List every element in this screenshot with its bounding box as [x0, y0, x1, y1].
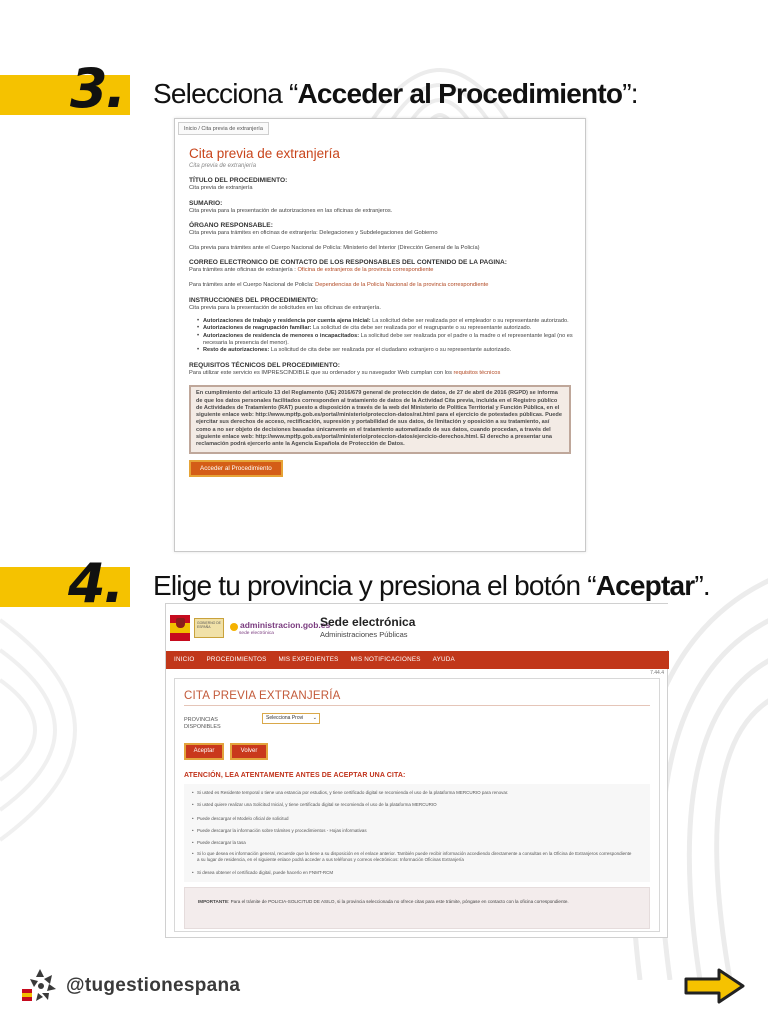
- aceptar-button[interactable]: Aceptar: [184, 743, 224, 760]
- title-divider: [184, 705, 650, 706]
- instrucciones-text: Cita previa para la presentación de solicitudes en las oficinas de extranjería.: [189, 304, 381, 311]
- atencion-heading: ATENCIÓN, LEA ATENTAMENTE ANTES DE ACEPTAR UNA CITA:: [184, 772, 406, 779]
- page-subtitle: Cita previa de extranjería: [189, 163, 257, 169]
- gobierno-logo: GOBIERNO DE ESPAÑA: [194, 618, 224, 638]
- important-notice: [184, 887, 650, 929]
- titulo-label: TÍTULO DEL PROCEDIMIENTO:: [189, 177, 288, 184]
- notice-list: [184, 784, 650, 882]
- nav-item-mis-expedientes[interactable]: MIS EXPEDIENTES: [278, 656, 339, 663]
- coat-of-arms-icon: [176, 618, 185, 628]
- list-item: • Autorizaciones de residencia de menores o incapacitados: La solicitud debe ser realizada por el padre o la madre o el representante legal (no es necesaria la presencia del menor).: [197, 333, 575, 348]
- requisitos-tecnicos-link[interactable]: requisitos técnicos: [453, 369, 501, 376]
- oficina-extranjeros-link[interactable]: Oficina de extranjeros de la provincia correspondiente: [297, 267, 434, 274]
- screenshot-cita-previa-info: [174, 118, 586, 552]
- list-item: • Resto de autorizaciones: La solicitud de cita debe ser realizada por el ciudadano extranjero o su representante autorizado.: [197, 347, 575, 354]
- organo-label: ÓRGANO RESPONSABLE:: [189, 222, 273, 230]
- fingerprint-decoration-left: [0, 600, 160, 860]
- instrucciones-list: [197, 318, 575, 354]
- important-text: IMPORTANTE: Para el trámite de POLICIA-SOLICITUD DE ASILO, si la provincia seleccionada no ofrece citas para este trámite, póngase en contacto con la oficina correspondiente.: [198, 899, 569, 904]
- step4-title: Elige tu provincia y presiona el botón “Aceptar”.: [153, 570, 710, 601]
- breadcrumb[interactable]: Inicio / Cita previa de extranjería: [178, 122, 269, 135]
- step4-number: 4.: [68, 552, 123, 615]
- step3-number: 3.: [70, 57, 125, 120]
- administracion-logo-icon: [230, 623, 238, 631]
- list-item: • Si usted quiere realizar una Solicitud Inicial, y tiene certificado digital se recomienda el uso de la plataforma MERCURIO: [192, 802, 632, 808]
- list-item: • Si usted es Residente temporal o tiene una estancia por estudios, y tiene certificado digital se recomienda el uso de la plataforma MERCURIO para renovar.: [192, 790, 632, 796]
- screenshot-cita-previa-form: [165, 603, 668, 938]
- nav-item-ayuda[interactable]: AYUDA: [432, 656, 455, 663]
- list-item: • Autorizaciones de trabajo y residencia por cuenta ajena inicial: La solicitud debe ser realizada por el empleador o su representante autorizado.: [197, 318, 575, 325]
- administracion-logo-text[interactable]: administracion.gob.es: [240, 620, 331, 630]
- nav-item-mis-notificaciones[interactable]: MIS NOTIFICACIONES: [350, 656, 421, 663]
- sede-title: Sede electrónica: [320, 615, 416, 629]
- step3-title: Selecciona “Acceder al Procedimiento”:: [153, 78, 638, 109]
- organo-text-2: Cita previa para trámites ante el Cuerpo Nacional de Policía: Ministerio del Interior (Dirección General de la Policía): [189, 244, 480, 251]
- version-label: 7.44.4: [650, 670, 664, 676]
- sumario-text: Cita previa para la presentación de autorizaciones en las oficinas de extranjeros.: [189, 207, 393, 214]
- list-item: • Si desea obtener el certificado digital, puede hacerlo en FNMT-RCM: [192, 870, 632, 876]
- instrucciones-label: INSTRUCCIONES DEL PROCEDIMIENTO:: [189, 296, 319, 304]
- right-arrow-icon[interactable]: [683, 966, 747, 1006]
- social-handle: @tugestionespana: [66, 975, 241, 996]
- gdpr-notice: En cumplimiento del artículo 13 del Reglamento (UE) 2016/679 general de protección de datos, de 27 de abril de 2016 (RGPD) se informa de que los datos personales facilitados corresponden al tratamiento de datos de la Actividad Cita previa, incluida en el Registro público de Actividades de Tratamiento (RAT) puesto a disposición a través de la web del Ministerio de Política Territorial y Función Pública, en el siguiente enlace web: http://www.mptfp.gob.es/portal/ministerio/proteccion-datos/rat.html para el ejercicio de potestades públicas. Puede ejercitar sus derechos de acceso, rectificación, supresión y portabilidad de sus datos, de limitación y oposición a su tratamiento, así como a no ser objeto de decisiones basadas únicamente en el tratamiento automatizado de sus datos, cuando procedan, a través del siguiente enlace web: http://www.mptfp.gob.es/portal/ministerio/proteccion-datos/ejercicio-derechos.html. El derecho a presentar una reclamación podrá ejercerlo ante la Agencia Española de Protección de Datos.: [189, 385, 571, 453]
- requisitos-label: REQUISITOS TÉCNICOS DEL PROCEDIMIENTO:: [189, 361, 340, 369]
- sumario-label: SUMARIO:: [189, 199, 223, 207]
- list-item: • Puede descargar la información sobre trámites y procedimientos - Hojas informativas: [192, 828, 632, 834]
- volver-button[interactable]: Volver: [230, 743, 268, 760]
- correo-line-2: Para trámites ante el Cuerpo Nacional de Policía: Dependencias de la Policía Nacional de la provincia correspondiente: [189, 281, 489, 288]
- correo-label: CORREO ELECTRONICO DE CONTACTO DE LOS RESPONSABLES DEL CONTENIDO DE LA PAGINA:: [189, 259, 507, 267]
- list-item: • Puede descargar el Modelo oficial de solicitud: [192, 816, 632, 822]
- nav-item-procedimientos[interactable]: PROCEDIMIENTOS: [206, 656, 267, 663]
- policia-nacional-link[interactable]: Dependencias de la Policía Nacional de la provincia correspondiente: [315, 281, 489, 288]
- list-item: • Si lo que desea es información general, recuerde que la tiene a su disposición en el enlace anterior. También puede recibir información accediendo directamente a consultas en la Oficina de Extranjeros correspondiente a su lugar de residencia, en el siguiente enlace podrá acceder a sus teléfonos y correos electrónicos: Información Oficinas Extranjería: [192, 851, 632, 862]
- nav-item-inicio[interactable]: INICIO: [174, 656, 195, 663]
- main-nav: [166, 651, 669, 669]
- administracion-logo-sub: sede electrónica: [239, 631, 274, 636]
- titulo-text: Cita previa de extranjería: [189, 185, 253, 191]
- form-panel: [174, 678, 660, 932]
- requisitos-text: Para utilizar este servicio es IMPRESCINDIBLE que su ordenador y su navegador Web cumplan con los requisitos técnicos: [189, 369, 501, 376]
- list-item: • Autorizaciones de reagrupación familiar: La solicitud de cita debe ser realizada por el reagrupante o su representante autorizado.: [197, 325, 575, 332]
- page-title: CITA PREVIA EXTRANJERÍA: [184, 690, 341, 702]
- sede-subtitle: Administraciones Públicas: [320, 630, 408, 639]
- correo-line-1: Para trámites ante oficinas de extranjería : Oficina de extranjeros de la provincia correspondiente: [189, 267, 434, 274]
- acceder-procedimiento-button[interactable]: Acceder al Procedimiento: [189, 460, 283, 477]
- tugestion-logo-icon: [22, 967, 58, 1003]
- list-item: • Puede descargar la tasa: [192, 840, 632, 846]
- site-header: [166, 604, 669, 650]
- provincias-label: PROVINCIAS DISPONIBLES: [184, 717, 221, 730]
- provincia-select[interactable]: Selecciona Provi ⌄: [262, 713, 320, 724]
- page-title: Cita previa de extranjería: [189, 146, 340, 161]
- organo-text-1: Cita previa para trámites en oficinas de extranjería: Delegaciones y Subdelegaciones del Gobierno: [189, 230, 438, 237]
- chevron-down-icon: ⌄: [312, 715, 317, 721]
